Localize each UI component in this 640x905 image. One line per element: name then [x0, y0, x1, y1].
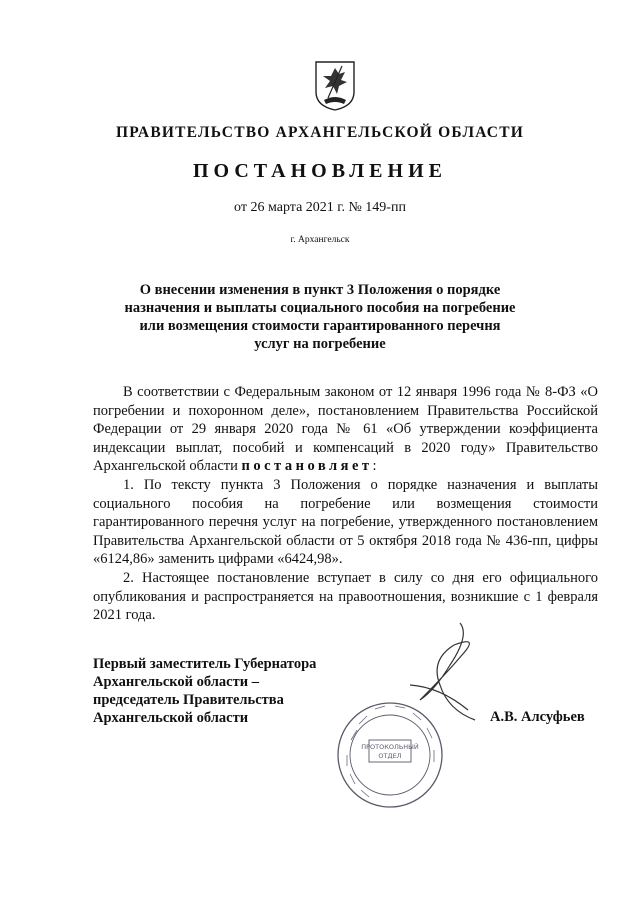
- coat-of-arms-icon: [314, 60, 356, 112]
- intro-paragraph: [93, 383, 598, 476]
- title-line: услуг на погребение: [254, 336, 386, 352]
- resolves-word: постановляет: [241, 458, 373, 475]
- stamp-text: ОТДЕЛ: [378, 752, 402, 760]
- signatory-title-line: Первый заместитель Губернатора: [93, 656, 317, 672]
- signatory-title-line: Архангельской области: [93, 710, 249, 726]
- document-title: [110, 281, 530, 353]
- signatory-title-line: Архангельской области –: [93, 674, 259, 690]
- signatory-title: [93, 655, 316, 727]
- handwritten-signature: [390, 615, 490, 735]
- item-2-paragraph: 2. Настоящее постановление вступает в силу со дня его официального опубликования и распространяется на правоотношения, возникшие с 1 февраля 2021 года.: [93, 569, 598, 624]
- intro-text: В соответствии с Федеральным законом от 12 января 1996 года № 8-ФЗ «О погребении и похоронном деле», постановлением Правительства Российской Федерации от 29 января 2020 года № 61 «Об утверждении коэффициента индексации выплат, пособий и компенсаций в 2020 году» Правительство Архангельской области: [93, 384, 598, 475]
- document-body: [93, 383, 598, 625]
- title-line: назначения и выплаты социального пособия на погребение: [124, 300, 516, 316]
- signatory-title-line: председатель Правительства: [93, 692, 284, 708]
- stamp-text: ПРОТОКОЛЬНЫЙ: [361, 743, 419, 751]
- document-type: ПОСТАНОВЛЕНИЕ: [193, 160, 447, 182]
- government-name: ПРАВИТЕЛЬСТВО АРХАНГЕЛЬСКОЙ ОБЛАСТИ: [115, 124, 524, 141]
- title-line: или возмещения стоимости гарантированного перечня: [139, 318, 501, 334]
- item-1-paragraph: 1. По тексту пункта 3 Положения о порядке назначения и выплаты социального пособия на погребение или возмещения стоимости гарантированного перечня услуг на погребение, утвержденного постановлением Правительства Архангельской области от 5 октября 2018 года № 436-пп, цифры «6124,86» заменить цифрами «6424,98».: [93, 476, 598, 568]
- signatory-name: А.В. Алсуфьев: [490, 709, 585, 725]
- document-date-number: от 26 марта 2021 г. № 149-пп: [234, 200, 406, 215]
- title-line: О внесении изменения в пункт 3 Положения о порядке: [139, 282, 501, 298]
- document-city: г. Архангельск: [290, 235, 350, 245]
- resolves-colon: :: [372, 458, 377, 475]
